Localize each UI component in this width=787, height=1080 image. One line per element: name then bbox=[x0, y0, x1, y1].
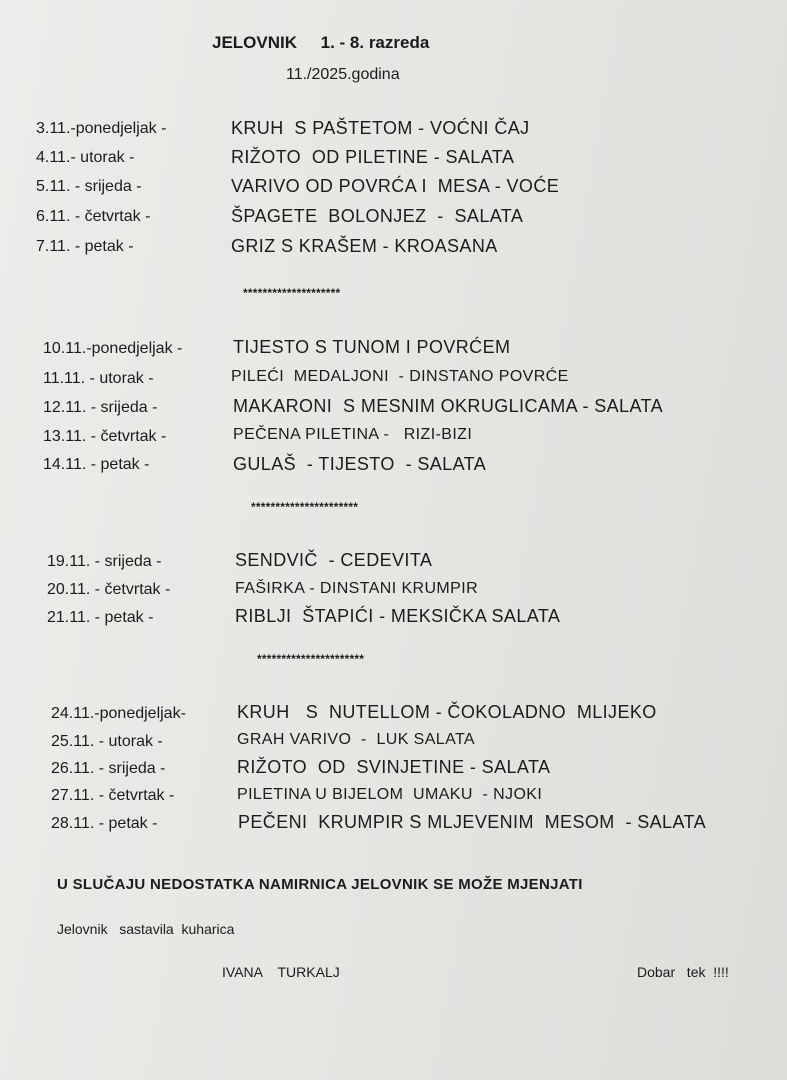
day-label: 26.11. - srijeda - bbox=[51, 760, 166, 777]
day-label: 14.11. - petak - bbox=[43, 456, 150, 473]
day-label: 11.11. - utorak - bbox=[43, 370, 154, 387]
day-label: 27.11. - četvrtak - bbox=[51, 787, 175, 804]
separator-stars: ********************** bbox=[251, 500, 359, 514]
closing-text: Dobar tek !!!! bbox=[637, 964, 729, 980]
meal-text: KRUH S NUTELLOM - ČOKOLADNO MLIJEKO bbox=[237, 702, 657, 722]
day-label: 5.11. - srijeda - bbox=[36, 178, 142, 195]
day-label: 6.11. - četvrtak - bbox=[36, 208, 151, 225]
day-label: 4.11.- utorak - bbox=[36, 149, 135, 166]
meal-text: TIJESTO S TUNOM I POVRĆEM bbox=[233, 337, 511, 357]
meal-text: GRIZ S KRAŠEM - KROASANA bbox=[231, 236, 498, 256]
day-label: 21.11. - petak - bbox=[47, 609, 154, 626]
notice-text: U SLUČAJU NEDOSTATKA NAMIRNICA JELOVNIK SE MOŽE MJENJATI bbox=[57, 876, 583, 893]
day-label: 24.11.-ponedjeljak- bbox=[51, 705, 186, 722]
author-line: Jelovnik sastavila kuharica bbox=[57, 921, 235, 937]
page-title: JELOVNIK 1. - 8. razreda bbox=[212, 33, 430, 52]
meal-text: PILEĆI MEDALJONI - DINSTANO POVRĆE bbox=[231, 368, 569, 385]
day-label: 13.11. - četvrtak - bbox=[43, 428, 167, 445]
meal-text: SENDVIČ - CEDEVITA bbox=[235, 550, 433, 570]
meal-text: RIBLJI ŠTAPIĆI - MEKSIČKA SALATA bbox=[235, 606, 561, 626]
separator-stars: ********************** bbox=[257, 652, 365, 666]
meal-text: RIŽOTO OD SVINJETINE - SALATA bbox=[237, 757, 551, 777]
meal-text: PEČENA PILETINA - RIZI-BIZI bbox=[233, 426, 473, 443]
meal-text: GULAŠ - TIJESTO - SALATA bbox=[233, 454, 487, 474]
day-label: 10.11.-ponedjeljak - bbox=[43, 340, 183, 357]
meal-text: RIŽOTO OD PILETINE - SALATA bbox=[231, 147, 515, 167]
day-label: 28.11. - petak - bbox=[51, 815, 158, 832]
separator-stars: ******************** bbox=[243, 286, 341, 300]
meal-text: GRAH VARIVO - LUK SALATA bbox=[237, 731, 476, 748]
meal-text: ŠPAGETE BOLONJEZ - SALATA bbox=[231, 206, 524, 226]
meal-text: PEČENI KRUMPIR S MLJEVENIM MESOM - SALATA bbox=[238, 812, 707, 832]
page-subtitle: 11./2025.godina bbox=[286, 66, 400, 83]
day-label: 20.11. - četvrtak - bbox=[47, 581, 171, 598]
meal-text: KRUH S PAŠTETOM - VOĆNI ČAJ bbox=[231, 118, 530, 138]
day-label: 3.11.-ponedjeljak - bbox=[36, 120, 167, 137]
meal-text: VARIVO OD POVRĆA I MESA - VOĆE bbox=[231, 176, 560, 196]
day-label: 12.11. - srijeda - bbox=[43, 399, 158, 416]
day-label: 19.11. - srijeda - bbox=[47, 553, 162, 570]
meal-text: MAKARONI S MESNIM OKRUGLICAMA - SALATA bbox=[233, 396, 664, 416]
day-label: 25.11. - utorak - bbox=[51, 733, 163, 750]
meal-text: PILETINA U BIJELOM UMAKU - NJOKI bbox=[237, 786, 543, 803]
meal-text: FAŠIRKA - DINSTANI KRUMPIR bbox=[235, 580, 479, 597]
author-name: IVANA TURKALJ bbox=[222, 964, 340, 980]
day-label: 7.11. - petak - bbox=[36, 238, 134, 255]
